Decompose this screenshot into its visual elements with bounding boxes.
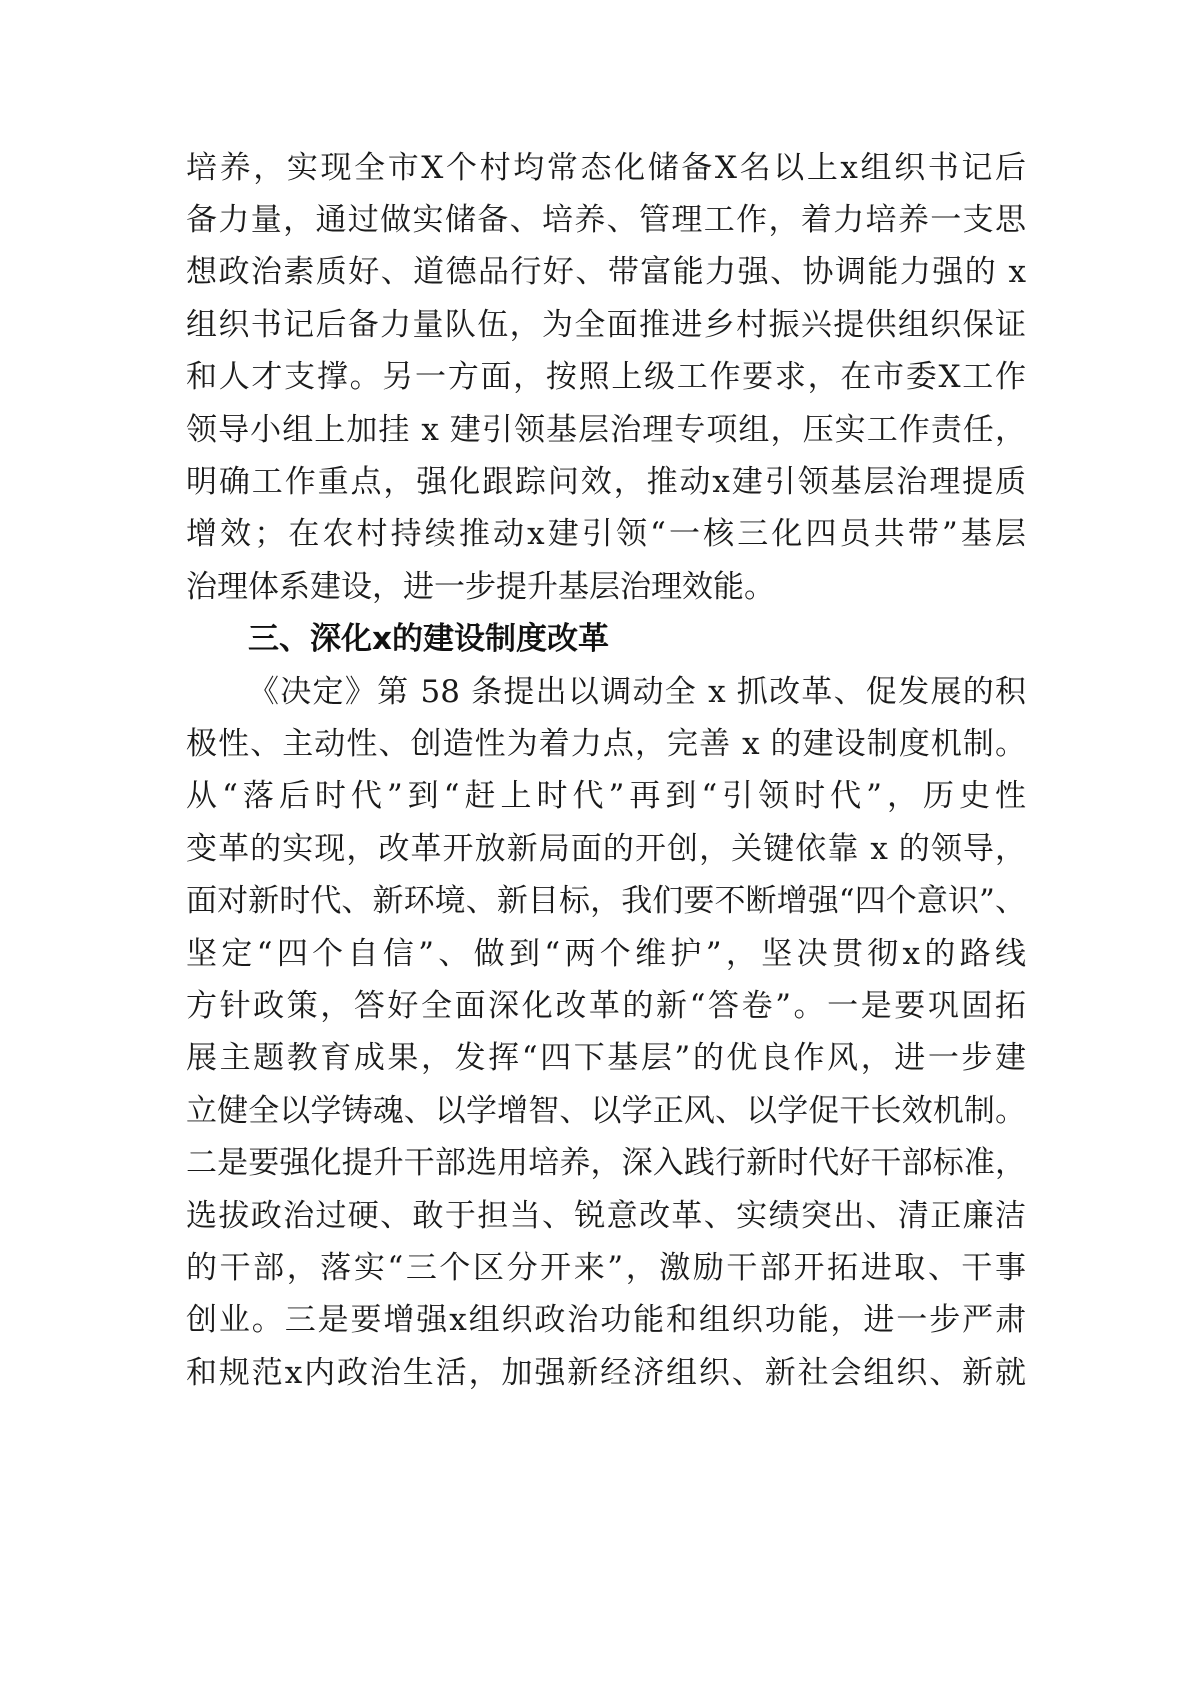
paragraph-line: 创业。三是要增强x组织政治功能和组织功能，进一步严肃	[186, 1302, 1026, 1338]
paragraph-line: 方针政策，答好全面深化改革的新“答卷”。一是要巩固拓	[186, 988, 1026, 1024]
paragraph-line: 坚定“四个自信”、做到“两个维护”，坚决贯彻x的路线	[186, 936, 1026, 972]
paragraph-line: 培养，实现全市X个村均常态化储备X名以上x组织书记后	[186, 150, 1026, 186]
paragraph-line: 组织书记后备力量队伍，为全面推进乡村振兴提供组织保证	[186, 307, 1026, 343]
paragraph-line: 备力量，通过做实储备、培养、管理工作，着力培养一支思	[186, 202, 1026, 238]
paragraph-line: 立健全以学铸魂、以学增智、以学正风、以学促干长效机制。	[186, 1093, 1026, 1129]
paragraph-line: 和规范x内政治生活，加强新经济组织、新社会组织、新就	[186, 1355, 1026, 1391]
section-heading: 三、深化x的建设制度改革	[248, 621, 609, 657]
paragraph-line: 《决定》第 58 条提出以调动全 x 抓改革、促发展的积	[248, 674, 1026, 710]
paragraph-line: 极性、主动性、创造性为着力点，完善 x 的建设制度机制。	[186, 726, 1026, 762]
paragraph-line: 二是要强化提升干部选用培养，深入践行新时代好干部标准，	[186, 1145, 1026, 1181]
paragraph-line: 从“落后时代”到“赶上时代”再到“引领时代”，历史性	[186, 778, 1026, 814]
paragraph-line: 选拔政治过硬、敢于担当、锐意改革、实绩突出、清正廉洁	[186, 1198, 1026, 1234]
paragraph-line: 和人才支撑。另一方面，按照上级工作要求，在市委X工作	[186, 359, 1026, 395]
paragraph-line: 增效；在农村持续推动x建引领“一核三化四员共带”基层	[186, 516, 1026, 552]
paragraph-line: 的干部，落实“三个区分开来”，激励干部开拓进取、干事	[186, 1250, 1026, 1286]
paragraph-line: 展主题教育成果，发挥“四下基层”的优良作风，进一步建	[186, 1040, 1026, 1076]
paragraph-line: 领导小组上加挂 x 建引领基层治理专项组，压实工作责任，	[186, 412, 1026, 448]
paragraph-line: 面对新时代、新环境、新目标，我们要不断增强“四个意识”、	[186, 883, 1026, 919]
paragraph-line: 变革的实现，改革开放新局面的开创，关键依靠 x 的领导，	[186, 831, 1026, 867]
paragraph-line: 明确工作重点，强化跟踪问效，推动x建引领基层治理提质	[186, 464, 1026, 500]
paragraph-line: 想政治素质好、道德品行好、带富能力强、协调能力强的 x	[186, 254, 1026, 290]
paragraph-line: 治理体系建设，进一步提升基层治理效能。	[186, 569, 775, 605]
